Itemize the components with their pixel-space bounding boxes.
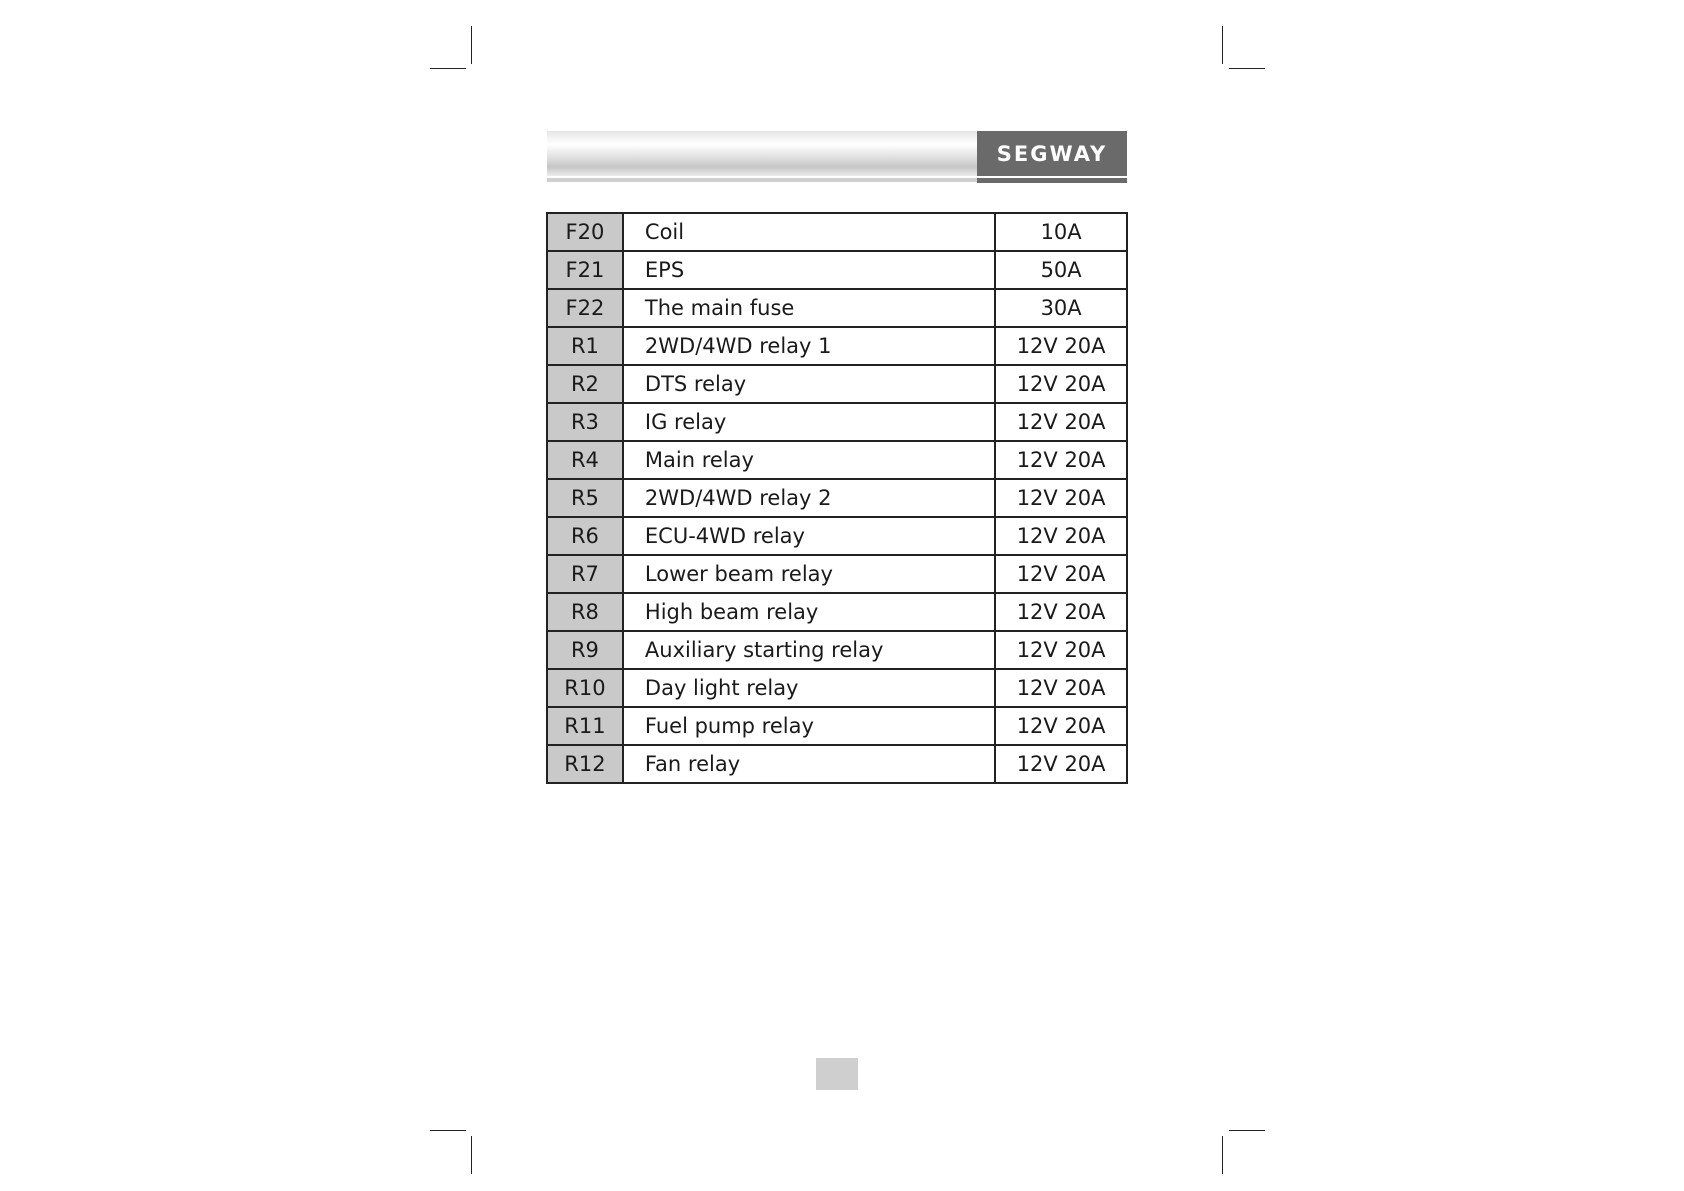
description-cell: IG relay bbox=[623, 403, 995, 441]
table-row bbox=[547, 365, 1127, 403]
code-cell: R6 bbox=[547, 517, 623, 555]
rating-cell: 12V 20A bbox=[995, 403, 1127, 441]
description-cell: The main fuse bbox=[623, 289, 995, 327]
description-cell: Fan relay bbox=[623, 745, 995, 783]
table-row bbox=[547, 707, 1127, 745]
fuse-relay-table bbox=[546, 212, 1128, 784]
crop-mark-top-left-vertical bbox=[471, 26, 472, 64]
table-row bbox=[547, 593, 1127, 631]
header-rule bbox=[547, 178, 977, 182]
table-row bbox=[547, 213, 1127, 251]
description-cell: ECU-4WD relay bbox=[623, 517, 995, 555]
description-cell: Main relay bbox=[623, 441, 995, 479]
description-cell: 2WD/4WD relay 1 bbox=[623, 327, 995, 365]
table-row bbox=[547, 403, 1127, 441]
rating-cell: 10A bbox=[995, 213, 1127, 251]
rating-cell: 12V 20A bbox=[995, 707, 1127, 745]
code-cell: F21 bbox=[547, 251, 623, 289]
rating-cell: 12V 20A bbox=[995, 745, 1127, 783]
crop-mark-top-left-horizontal bbox=[430, 68, 466, 69]
code-cell: R3 bbox=[547, 403, 623, 441]
table-row bbox=[547, 669, 1127, 707]
crop-mark-top-right-vertical bbox=[1222, 26, 1223, 64]
crop-mark-bottom-right-vertical bbox=[1222, 1136, 1223, 1174]
rating-cell: 12V 20A bbox=[995, 593, 1127, 631]
crop-mark-bottom-left-vertical bbox=[471, 1136, 472, 1174]
table-row bbox=[547, 555, 1127, 593]
crop-mark-top-right-horizontal bbox=[1229, 68, 1265, 69]
rating-cell: 12V 20A bbox=[995, 365, 1127, 403]
description-cell: Lower beam relay bbox=[623, 555, 995, 593]
code-cell: R7 bbox=[547, 555, 623, 593]
rating-cell: 12V 20A bbox=[995, 669, 1127, 707]
code-cell: R8 bbox=[547, 593, 623, 631]
page-number-tab bbox=[816, 1058, 858, 1090]
crop-mark-bottom-left-horizontal bbox=[430, 1130, 466, 1131]
table-row bbox=[547, 631, 1127, 669]
table-row bbox=[547, 745, 1127, 783]
rating-cell: 50A bbox=[995, 251, 1127, 289]
table-row bbox=[547, 517, 1127, 555]
brand-logo-text: SEGWAY bbox=[996, 141, 1108, 166]
table-row bbox=[547, 327, 1127, 365]
description-cell: High beam relay bbox=[623, 593, 995, 631]
rating-cell: 12V 20A bbox=[995, 479, 1127, 517]
rating-cell: 12V 20A bbox=[995, 631, 1127, 669]
rating-cell: 30A bbox=[995, 289, 1127, 327]
code-cell: R10 bbox=[547, 669, 623, 707]
rating-cell: 12V 20A bbox=[995, 441, 1127, 479]
code-cell: R12 bbox=[547, 745, 623, 783]
description-cell: Fuel pump relay bbox=[623, 707, 995, 745]
code-cell: R5 bbox=[547, 479, 623, 517]
description-cell: Coil bbox=[623, 213, 995, 251]
rating-cell: 12V 20A bbox=[995, 327, 1127, 365]
description-cell: DTS relay bbox=[623, 365, 995, 403]
crop-mark-bottom-right-horizontal bbox=[1229, 1130, 1265, 1131]
code-cell: R9 bbox=[547, 631, 623, 669]
table-row bbox=[547, 251, 1127, 289]
header-gradient-band bbox=[547, 131, 977, 176]
code-cell: F20 bbox=[547, 213, 623, 251]
code-cell: F22 bbox=[547, 289, 623, 327]
description-cell: EPS bbox=[623, 251, 995, 289]
description-cell: Day light relay bbox=[623, 669, 995, 707]
brand-logo bbox=[977, 131, 1127, 176]
description-cell: Auxiliary starting relay bbox=[623, 631, 995, 669]
code-cell: R2 bbox=[547, 365, 623, 403]
fuse-table-body bbox=[547, 213, 1127, 783]
rating-cell: 12V 20A bbox=[995, 555, 1127, 593]
code-cell: R11 bbox=[547, 707, 623, 745]
table-row bbox=[547, 289, 1127, 327]
table-row bbox=[547, 441, 1127, 479]
code-cell: R1 bbox=[547, 327, 623, 365]
rating-cell: 12V 20A bbox=[995, 517, 1127, 555]
code-cell: R4 bbox=[547, 441, 623, 479]
brand-rule bbox=[977, 178, 1127, 183]
description-cell: 2WD/4WD relay 2 bbox=[623, 479, 995, 517]
table-row bbox=[547, 479, 1127, 517]
